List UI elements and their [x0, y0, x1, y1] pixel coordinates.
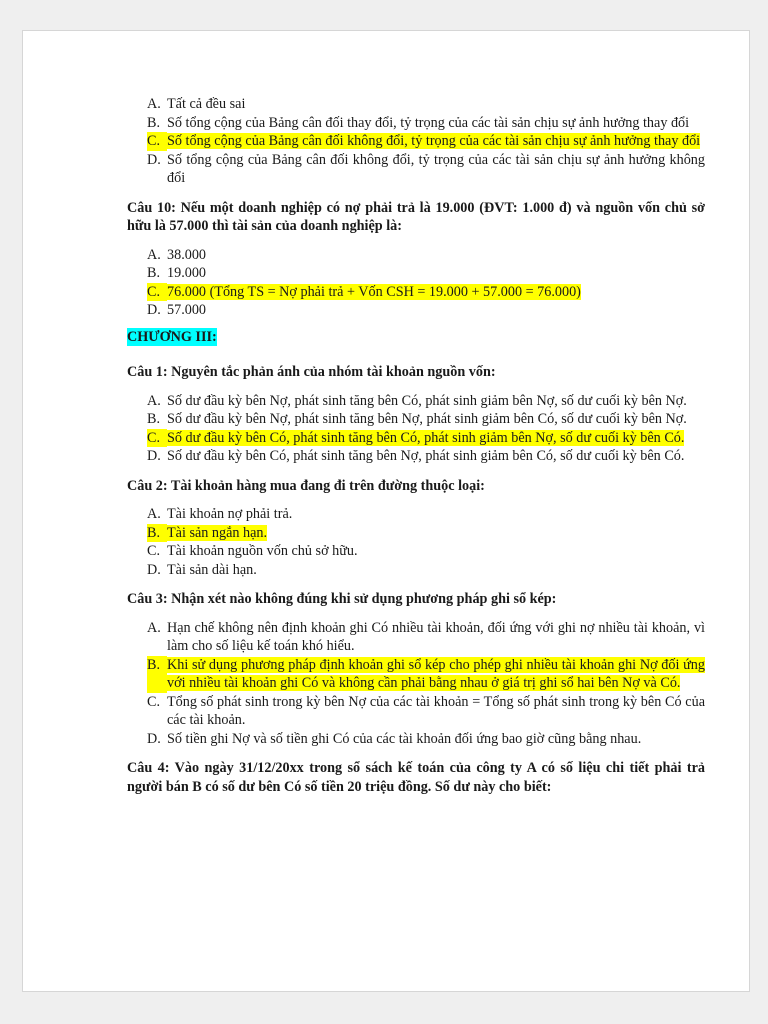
option-text-highlighted — [167, 656, 705, 693]
answer-option — [127, 410, 705, 429]
answer-option — [127, 505, 705, 524]
answer-option — [127, 542, 705, 561]
option-text — [167, 392, 705, 411]
option-list — [127, 95, 705, 188]
option-text-content: Tài khoản nợ phải trả. — [167, 506, 293, 522]
option-text-content: Hạn chế không nên định khoản ghi Có nhiều tài khoản, đối ứng với ghi nợ nhiều tài khoản, vì làm cho số liệu kế toán khó hiểu. — [167, 619, 705, 654]
option-text-content: 38.000 — [167, 246, 207, 263]
option-letter: D. — [147, 448, 161, 464]
option-text-content: Số tổng cộng của Bảng cân đối không đổi, tỷ trọng của các tài sản chịu sự ảnh hưởng không đổi — [167, 151, 705, 186]
answer-option — [127, 114, 705, 133]
option-text-content: Số tổng cộng của Bảng cân đối thay đổi, tỷ trọng của các tài sản chịu sự ảnh hưởng thay đổi — [167, 114, 690, 131]
option-text-content: 19.000 — [167, 265, 207, 281]
document-page — [22, 30, 750, 992]
option-text-content: Tài sản dài hạn. — [167, 561, 257, 578]
option-letter: B. — [147, 114, 161, 131]
option-text — [167, 114, 705, 133]
option-letter: C. — [147, 543, 161, 559]
option-letter: D. — [147, 561, 161, 578]
option-text-highlighted — [167, 283, 705, 302]
option-text — [167, 505, 705, 524]
option-text-content: Số dư đầu kỳ bên Có, phát sinh tăng bên Có, phát sinh giảm bên Nợ, số dư cuối kỳ bên Có. — [167, 429, 685, 446]
answer-option — [127, 246, 705, 265]
option-text-highlighted — [167, 132, 705, 151]
answer-option — [127, 392, 705, 411]
answer-option — [127, 283, 705, 302]
option-letter: A. — [147, 96, 161, 112]
option-letter: D. — [147, 151, 161, 168]
option-text-highlighted — [167, 429, 705, 448]
option-text-content: Số tổng cộng của Bảng cân đối không đổi, tỷ trọng của các tài sản chịu sự ảnh hưởng thay đổi — [167, 133, 701, 149]
option-text-content: Tài khoản nguồn vốn chủ sở hữu. — [167, 543, 358, 559]
option-text — [167, 693, 705, 730]
option-text-content: Số tiền ghi Nợ và số tiền ghi Có của các tài khoản đối ứng bao giờ cũng bằng nhau. — [167, 730, 642, 747]
document-content — [127, 95, 705, 806]
option-text-content: Số dư đầu kỳ bên Nợ, phát sinh tăng bên Nợ, phát sinh giảm bên Có, số dư cuối kỳ bên Nợ. — [167, 411, 687, 427]
answer-option — [127, 132, 705, 151]
option-letter: A. — [147, 506, 161, 522]
option-letter: B. — [147, 656, 167, 693]
answer-option — [127, 693, 705, 730]
option-text — [167, 95, 705, 114]
option-text-highlighted — [167, 524, 705, 543]
option-letter: D. — [147, 730, 161, 747]
option-letter: C. — [147, 132, 167, 151]
option-text — [167, 151, 705, 188]
option-list — [127, 246, 705, 320]
option-letter: A. — [147, 392, 161, 409]
option-text — [167, 246, 705, 265]
option-text — [167, 619, 705, 656]
option-letter: B. — [147, 524, 167, 543]
answer-option — [127, 264, 705, 283]
answer-option — [127, 619, 705, 656]
option-text — [167, 410, 705, 429]
answer-option — [127, 429, 705, 448]
option-letter: B. — [147, 411, 161, 427]
option-list — [127, 392, 705, 466]
option-text — [167, 264, 705, 283]
question-10: Câu 10: Nếu một doanh nghiệp có nợ phải trả là 19.000 (ĐVT: 1.000 đ) và nguồn vốn chủ sở hữu là 57.000 thì tài sản của doanh nghiệp là: — [127, 199, 705, 234]
option-text — [167, 447, 705, 466]
option-letter: D. — [147, 302, 161, 318]
answer-option — [127, 656, 705, 693]
answer-option — [127, 524, 705, 543]
option-text-content: Số dư đầu kỳ bên Nợ, phát sinh tăng bên Có, phát sinh giảm bên Nợ, số dư cuối kỳ bên Nợ. — [167, 392, 687, 409]
option-text-content: 76.000 (Tổng TS = Nợ phải trả + Vốn CSH = 19.000 + 57.000 = 76.000) — [167, 283, 581, 300]
option-letter: A. — [147, 246, 161, 263]
answer-option — [127, 95, 705, 114]
option-letter: C. — [147, 693, 161, 710]
chapter-heading: CHƯƠNG III: — [127, 328, 217, 345]
option-text-content: Tổng số phát sinh trong kỳ bên Nợ của các tài khoản = Tổng số phát sinh trong kỳ bên Có của các tài khoản. — [167, 693, 705, 728]
option-text-content: Tất cả đều sai — [167, 96, 246, 112]
chapter3-question-4: Câu 4: Vào ngày 31/12/20xx trong sổ sách kế toán của công ty A có số liệu chi tiết phải trả người bán B có số dư bên Có số tiền 20 triệu đồng. Số dư này cho biết: — [127, 760, 705, 795]
chapter3-question-3: Câu 3: Nhận xét nào không đúng khi sử dụng phương pháp ghi sổ kép: — [127, 591, 557, 607]
option-text — [167, 730, 705, 749]
option-letter: C. — [147, 283, 167, 302]
option-text — [167, 542, 705, 561]
option-text — [167, 301, 705, 320]
option-list — [127, 505, 705, 579]
option-text-content: Khi sử dụng phương pháp định khoản ghi sổ kép cho phép ghi nhiều tài khoản ghi Nợ đối ứng với nhiều tài khoản ghi Có và không cần phải bằng nhau ở giá trị ghi sổ hai bên Nợ và Có. — [167, 656, 705, 691]
option-letter: C. — [147, 429, 167, 448]
answer-option — [127, 447, 705, 466]
answer-option — [127, 151, 705, 188]
answer-option — [127, 561, 705, 580]
chapter3-question-1: Câu 1: Nguyên tắc phản ánh của nhóm tài khoản nguồn vốn: — [127, 364, 496, 380]
chapter3-question-2: Câu 2: Tài khoản hàng mua đang đi trên đường thuộc loại: — [127, 477, 485, 494]
option-list — [127, 619, 705, 749]
option-letter: A. — [147, 619, 161, 636]
option-text — [167, 561, 705, 580]
option-letter: B. — [147, 265, 161, 281]
option-text-content: Tài sản ngắn hạn. — [167, 524, 268, 541]
option-text-content: Số dư đầu kỳ bên Có, phát sinh tăng bên Nợ, phát sinh giảm bên Có, số dư cuối kỳ bên Có. — [167, 448, 685, 464]
option-text-content: 57.000 — [167, 302, 207, 318]
answer-option — [127, 301, 705, 320]
answer-option — [127, 730, 705, 749]
